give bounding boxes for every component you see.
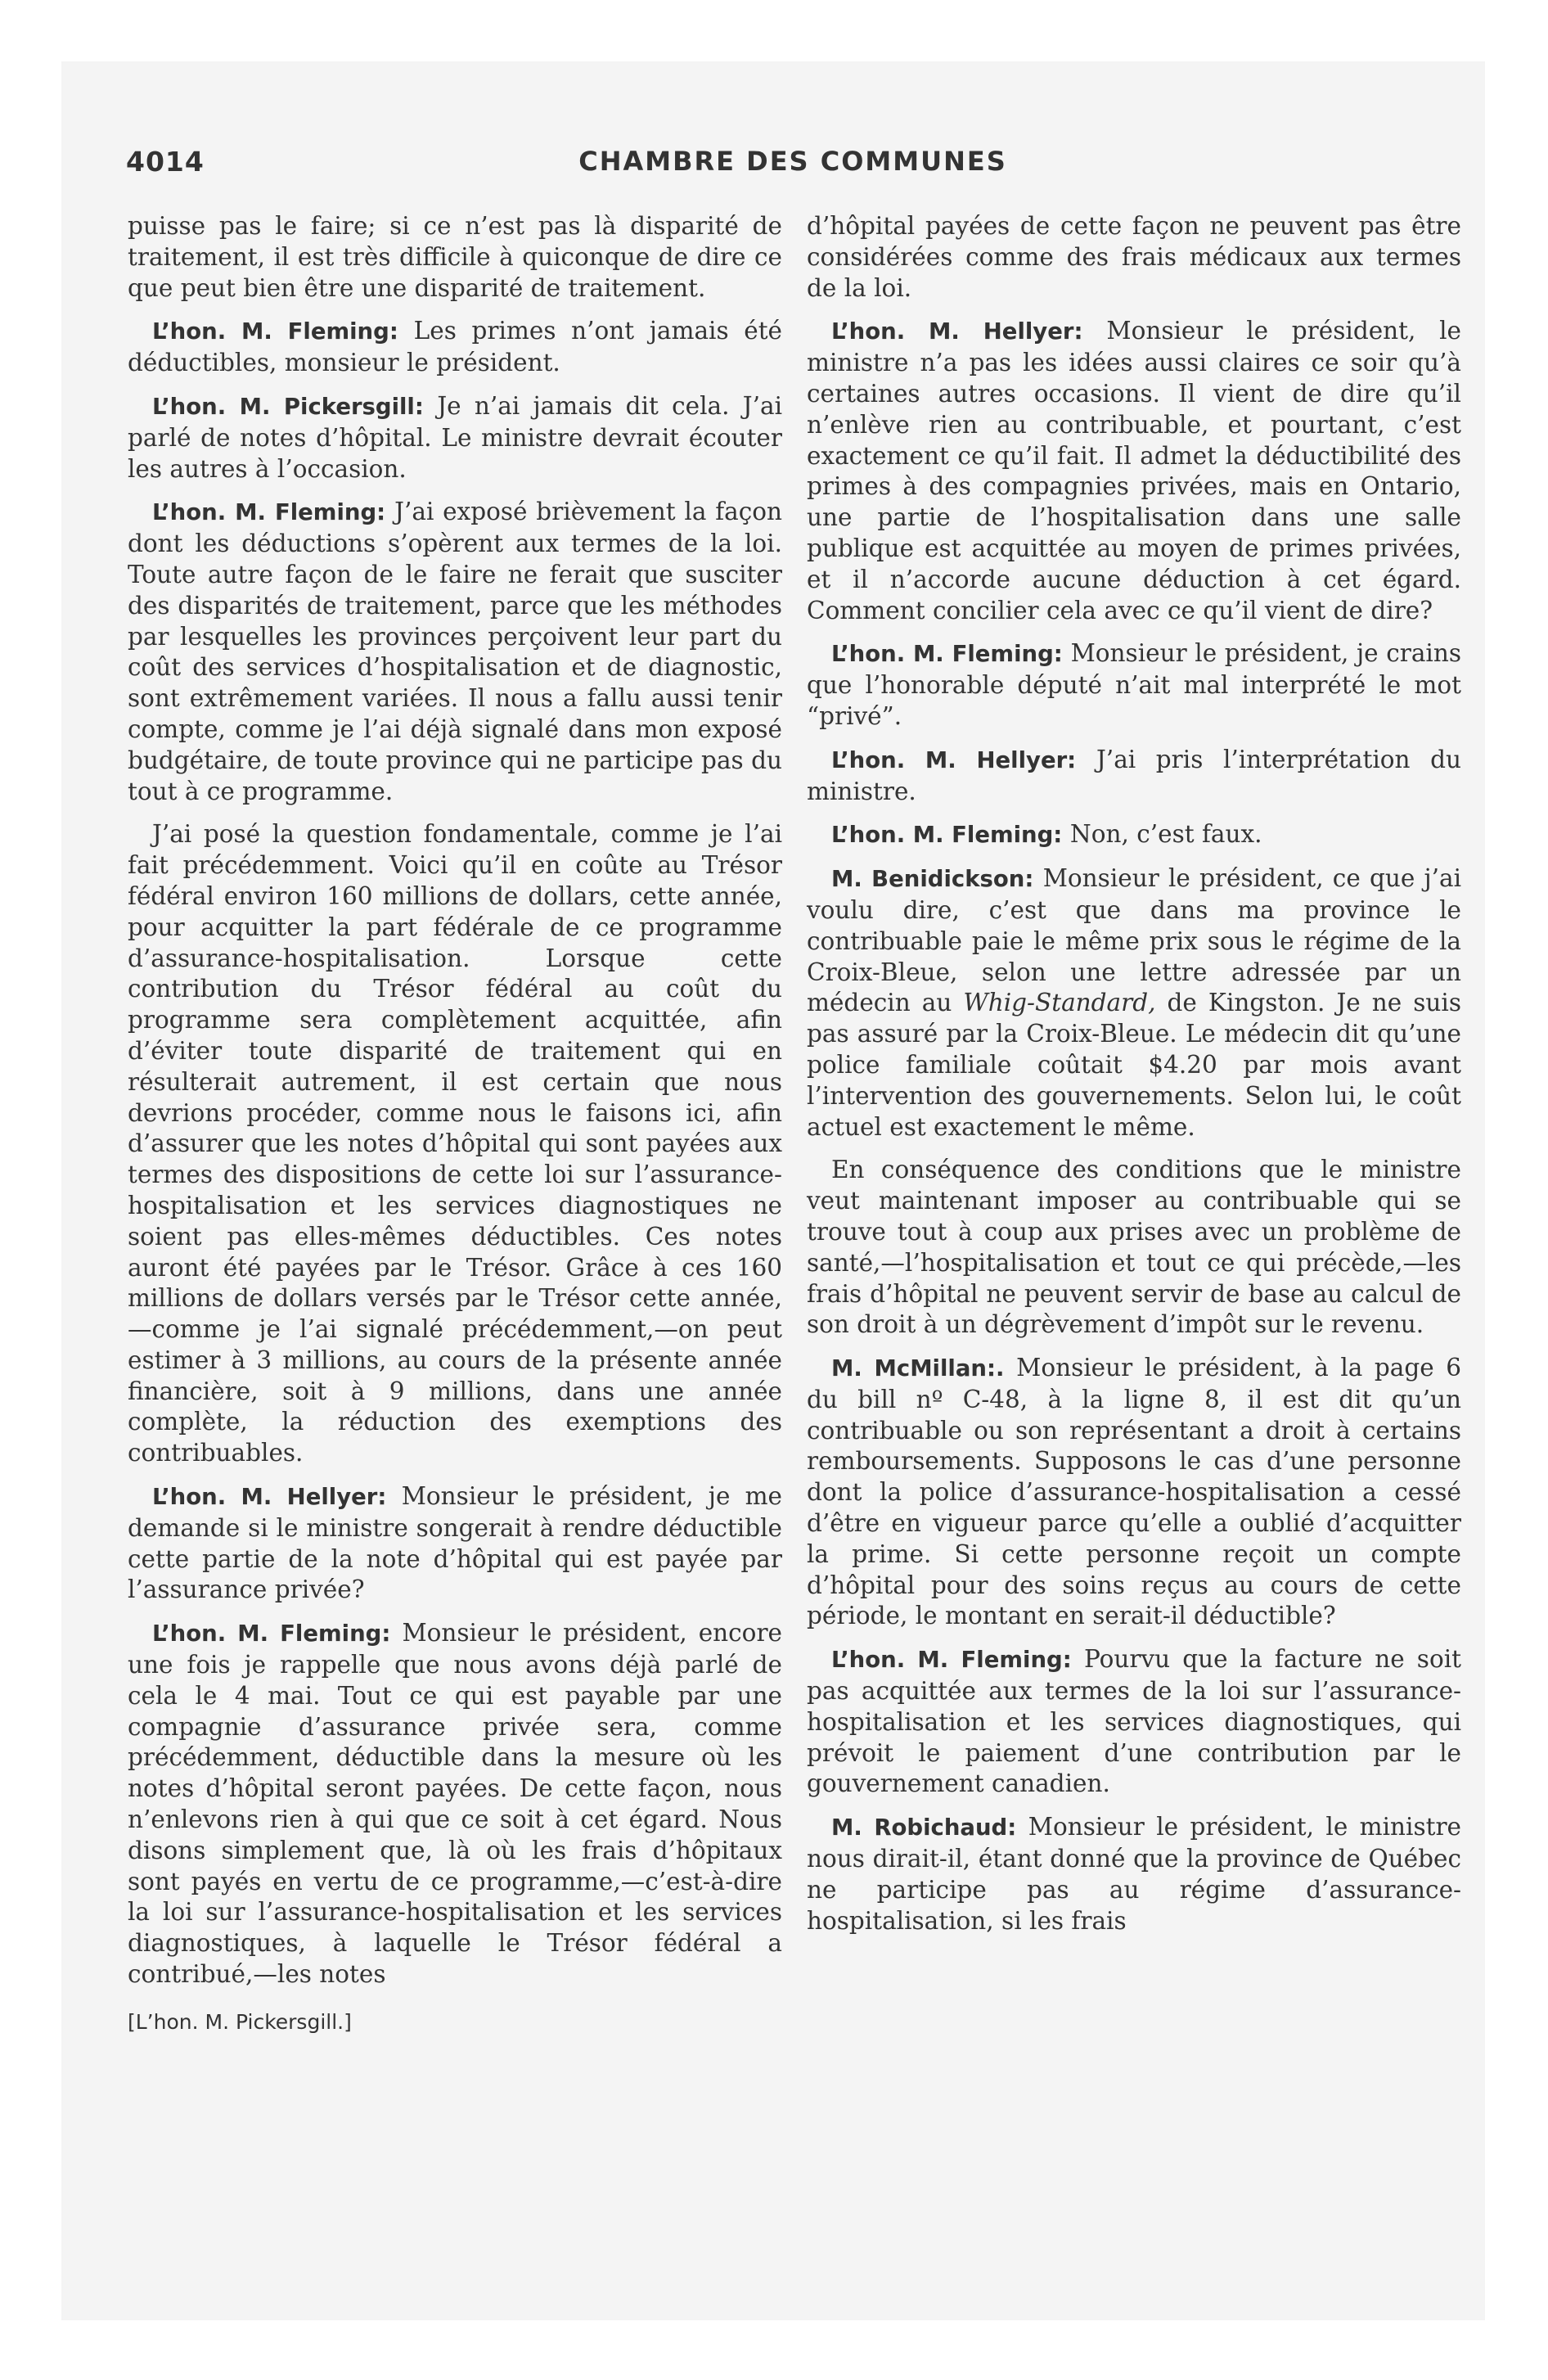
speaker-name: L’hon. M. Fleming: bbox=[831, 1647, 1072, 1674]
speech bbox=[807, 638, 1461, 732]
speech bbox=[807, 316, 1461, 626]
speech-text: Je n’ai jamais dit cela. J’ai parlé de notes d’hôpital. Le ministre devrait écouter les autres à l’occasion. bbox=[128, 391, 782, 483]
speech bbox=[128, 497, 782, 807]
page-number: 4014 bbox=[126, 146, 205, 178]
speaker-name: L’hon. M. Hellyer: bbox=[152, 1484, 387, 1511]
speech-text: Les primes n’ont jamais été déductibles, monsieur le président. bbox=[128, 317, 783, 377]
speech bbox=[807, 1812, 1461, 1936]
speech bbox=[807, 863, 1461, 1143]
speech-text: Monsieur le président, ce que j’ai voulu dire, c’est que dans ma province le contribuable paie le même prix sous le régime de la Croix-Bleue, selon une lettre adressée par un médecin au bbox=[807, 864, 1462, 1017]
speech-text: J’ai exposé brièvement la façon dont les déductions s’opèrent aux termes de la loi. Toute autre façon de le faire ne ferait que susciter des disparités de traitement, parce que les méthodes par lesquelles les provinces perçoivent leur part du coût des services d’hospitalisation et de diagnostic, sont extrêmement variées. Il nous a fallu aussi tenir compte, comme je l’ai déjà signalé dans mon exposé budgétaire, de toute province qui ne participe pas du tout à ce programme. bbox=[128, 498, 783, 805]
speaker-name: L’hon. M. Hellyer: bbox=[831, 318, 1083, 345]
speech bbox=[807, 1353, 1461, 1632]
speech-text: Monsieur le président, encore une fois je rappelle que nous avons déjà parlé de cela le 4 mai. Tout ce qui est payable par une compagnie d’assurance privée sera, comme précédemment, déductible dans la mesure où les notes d’hôpital seront payées. De cette façon, nous n’enlevons rien à qui que ce soit à cet égard. Nous disons simplement que, là où les frais d’hôpitaux sont payés en vertu de ce programme,—c’est-à-dire la loi sur l’assurance-hospitalisation et les services diagnostiques, à laquelle le Trésor fédéral a contribué,—les notes bbox=[128, 1619, 782, 1989]
speaker-name: L’hon. M. Fleming: bbox=[152, 318, 398, 345]
speech bbox=[128, 1481, 782, 1606]
right-column bbox=[807, 211, 1461, 1949]
speech-text: Monsieur le président, à la page 6 du bill nº C-48, à la ligne 8, il est dit qu’un contribuable ou son représentant a droit à certains remboursements. Supposons le cas d’une personne dont la police d’assurance-hospitalisation a cessé d’être en vigueur parce qu’elle a oublié d’acquitter la prime. Si cette personne reçoit un compte d’hôpital pour des soins reçus au cours de cette période, le montant en serait-il déductible? bbox=[807, 1354, 1461, 1630]
speech-text: de Kingston. Je ne suis pas assuré par la Croix-Bleue. Le médecin dit qu’une police familiale coûtait $4.20 par mois avant l’intervention des gouvernements. Selon lui, le coût actuel est exactement le même. bbox=[807, 989, 1461, 1141]
speech-text: Monsieur le président, le ministre n’a pas les idées aussi claires ce soir qu’à certaines autres occasions. Il vient de dire qu’il n’enlève rien au contribuable, et pourtant, c’est exactement ce qu’il fait. Il admet la déductibilité des primes à des compagnies privées, mais en Ontario, une partie de l’hospitalisation dans une salle publique est acquittée au moyen de primes privées, et il n’accorde aucune déduction à cet égard. Comment concilier cela avec ce qu’il vient de dire? bbox=[807, 317, 1462, 624]
paragraph-text: d’hôpital payées de cette façon ne peuvent pas être considérées comme des frais médicaux aux termes de la loi. bbox=[807, 212, 1461, 302]
paragraph-text: puisse pas le faire; si ce n’est pas là disparité de traitement, il est très difficile à quiconque de dire ce que peut bien être une disparité de traitement. bbox=[128, 212, 782, 302]
speech bbox=[128, 391, 782, 485]
speech bbox=[807, 819, 1461, 851]
speech-text: J’ai pris l’interprétation du ministre. bbox=[807, 745, 1462, 805]
speech bbox=[807, 1644, 1461, 1800]
speaker-name: L’hon. M. Fleming: bbox=[831, 822, 1063, 849]
speaker-name: L’hon. M. Hellyer: bbox=[831, 746, 1077, 773]
speaker-name: L’hon. M. Fleming: bbox=[152, 1620, 391, 1648]
speaker-name: L’hon. M. Fleming: bbox=[152, 499, 386, 526]
speech bbox=[807, 745, 1461, 808]
speech bbox=[128, 1618, 782, 1990]
speech-text: Monsieur le président, le ministre nous dirait-il, étant donné que la province de Québec ne participe pas au régime d’assurance-hospitalisation, si les frais bbox=[807, 1813, 1462, 1935]
left-column bbox=[128, 211, 782, 2050]
speaker-name: L’hon. M. Fleming: bbox=[831, 641, 1063, 668]
speech bbox=[128, 316, 782, 379]
speaker-name: L’hon. M. Pickersgill: bbox=[152, 393, 424, 420]
speech-text: Monsieur le président, je me demande si le ministre songerait à rendre déductible cette partie de la note d’hôpital qui est payée par l’assurance privée? bbox=[128, 1482, 782, 1604]
paragraph-text: J’ai posé la question fondamentale, comme je l’ai fait précédemment. Voici qu’il en coûte au Trésor fédéral environ 160 millions de dollars, cette année, pour acquitter la part fédérale de ce programme d’assurance-hospitalisation. Lorsque cette contribution du Trésor fédéral au coût du programme sera complètement acquittée, afin d’éviter toute disparité de traitement qui en résulterait autrement, il est certain que nous devrions procéder, comme nous le faisons ici, afin d’assurer que les notes d’hôpital qui sont payées aux termes des dispositions de cette loi sur l’assurance-hospitalisation et les services diagnostiques ne soient pas elles-mêmes déductibles. Ces notes auront été payées par le Trésor. Grâce à ces 160 millions de dollars versés par le Trésor cette année,—comme je l’ai signalé précédemment,—on peut estimer à 3 millions, au cours de la présente année financière, soit à 9 millions, dans une année complète, la réduction des exemptions des contribuables. bbox=[128, 820, 782, 1467]
speaker-name: M. Robichaud: bbox=[831, 1814, 1017, 1841]
paragraph bbox=[128, 819, 782, 1469]
newspaper-title: Whig-Standard, bbox=[963, 989, 1156, 1017]
speech-text: Monsieur le président, je crains que l’honorable député n’ait mal interprété le mot “privé”. bbox=[807, 639, 1462, 730]
paragraph bbox=[128, 211, 782, 304]
speech-text: Pourvu que la facture ne soit pas acquittée aux termes de la loi sur l’assurance-hospitalisation et les services diagnostiques, qui prévoit le paiement d’une contribution par le gouvernement canadien. bbox=[807, 1645, 1461, 1798]
page-header bbox=[126, 146, 1460, 183]
running-head: CHAMBRE DES COMMUNES bbox=[578, 146, 1007, 177]
paragraph bbox=[807, 1155, 1461, 1341]
paragraph bbox=[807, 211, 1461, 304]
paragraph-text: En conséquence des conditions que le ministre veut maintenant imposer au contribuable qui se trouve tout à coup aux prises avec un problème de santé,—l’hospitalisation et tout ce qui précède,—les frais d’hôpital ne peuvent servir de base au calcul de son droit à un dégrèvement d’impôt sur le revenu. bbox=[807, 1156, 1461, 1339]
speaker-name: M. McMillan:. bbox=[831, 1355, 1005, 1382]
footer-reference: [L’hon. M. Pickersgill.] bbox=[128, 2009, 352, 2034]
speaker-name: M. Benidickson: bbox=[831, 866, 1034, 893]
speech-text: Non, c’est faux. bbox=[1069, 820, 1262, 849]
